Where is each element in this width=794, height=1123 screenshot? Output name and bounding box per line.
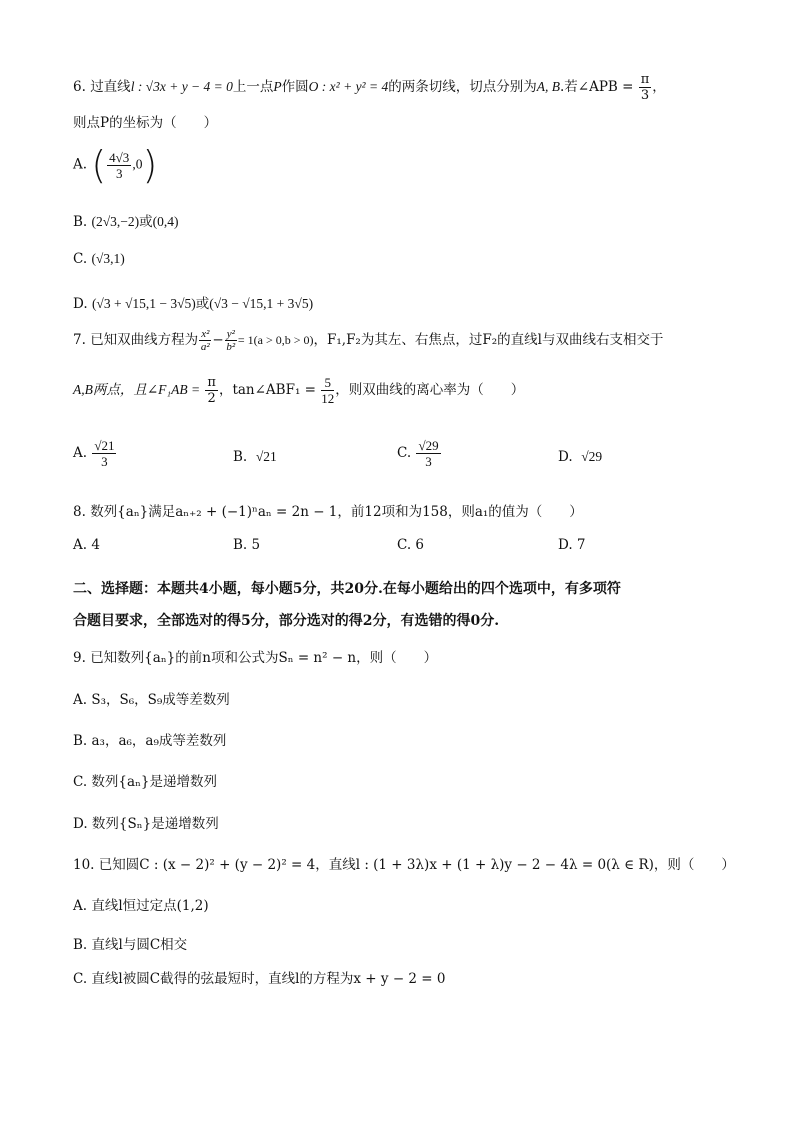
q7-option-c-fraction: $\frac{√29}{3}$ — [418, 438, 439, 469]
q9-option-c[interactable]: C. 数列{aₙ}是递增数列 — [73, 774, 217, 790]
q7-text: 已知双曲线方程为 — [90, 332, 199, 348]
q10-option-a[interactable]: A. 直线l恒过定点(1,2) — [73, 898, 209, 914]
q6-text: 过直线 — [90, 79, 131, 95]
q7-text: ，F₁,F₂为其左、右焦点，过F₂的直线l与双曲线右支相交于 — [313, 332, 664, 348]
q9-option-b[interactable]: B. a₃，a₆，a₉成等差数列 — [73, 733, 227, 749]
q8-option-c[interactable]: C. 6 — [397, 537, 425, 553]
q8-option-d[interactable]: D. 7 — [558, 537, 586, 553]
option-label: A. — [73, 156, 88, 173]
q6-point: P — [273, 79, 282, 94]
q9-number: 9. — [73, 650, 86, 666]
option-text: √21 — [255, 449, 277, 464]
q6-points: A, B — [536, 79, 560, 94]
q6-option-d[interactable] — [73, 292, 313, 312]
q7-text: A,B两点，且∠F₁AB = — [73, 382, 201, 397]
q6-option-a-fraction: $\frac{4√3}{3}$ — [109, 149, 130, 181]
q6-text: ， — [652, 79, 666, 95]
q7-stem: 7. 已知双曲线方程为 $\frac{\text{x²}}{\text{a²}}$ − $\frac{\text{y²}}{\text{b²}}$ = 1(a > 0,b > 0)，F₁,F₂为其左、右焦点，过F₂的直线l与双曲线右支相交于 — [73, 328, 664, 353]
q10-number: 10. — [73, 857, 95, 873]
q6-text: 的两条切线，切点分别为 — [388, 79, 537, 95]
q6-text: .若∠APB = — [559, 79, 634, 95]
q7-option-a[interactable] — [73, 438, 117, 469]
section-2-heading: 二、选择题：本题共4小题，每小题5分，共20分.在每小题给出的四个选项中，有多项符 — [73, 581, 621, 597]
q10-stem — [73, 853, 735, 873]
q7-text: ，tan∠ABF₁ = — [218, 382, 316, 398]
option-text: √29 — [581, 449, 603, 464]
q7-option-d[interactable] — [558, 449, 602, 465]
q6-option-a[interactable] — [73, 143, 158, 187]
q7-y-fraction: $\frac{\text{y²}}{\text{b²}}$ — [226, 328, 236, 353]
q10-option-b[interactable]: B. 直线l与圆C相交 — [73, 937, 188, 953]
q10-text: 已知圆C : (x − 2)² + (y − 2)² = 4，直线l : (1 + 3λ)x + (1 + λ)y − 2 − 4λ = 0(λ ∈ R)，则（ ） — [98, 857, 735, 873]
q7-number: 7. — [73, 332, 86, 348]
q7-option-b[interactable] — [233, 449, 277, 465]
q8-option-b[interactable]: B. 5 — [233, 537, 261, 553]
q6-option-b[interactable] — [73, 210, 179, 230]
section-2-heading-cont: 合题目要求，全部选对的得5分，部分选对的得2分，有选错的得0分. — [73, 613, 500, 629]
option-text: (2√3,−2)或(0,4) — [91, 214, 179, 229]
q9-option-a[interactable]: A. S₃，S₆，S₉成等差数列 — [73, 692, 230, 708]
q6-angle-fraction: $\frac{\pi}{3}$ — [640, 72, 650, 103]
q7-line2 — [73, 375, 524, 406]
option-label: D. — [73, 296, 88, 312]
q7-text: ，则双曲线的离心率为（ ） — [335, 382, 525, 398]
option-label: D. — [558, 449, 573, 465]
q8-number: 8. — [73, 504, 86, 520]
q10-option-c[interactable]: C. 直线l被圆C截得的弦最短时，直线l的方程为x + y − 2 = 0 — [73, 971, 446, 987]
q6-stem — [73, 72, 666, 103]
left-paren: ( — [91, 143, 107, 187]
q9-option-d[interactable]: D. 数列{Sₙ}是递增数列 — [73, 816, 219, 832]
q6-option-c[interactable] — [73, 251, 125, 267]
q7-hyperbola-tail: = 1(a > 0,b > 0) — [237, 333, 314, 347]
q8-text: 数列{aₙ}满足aₙ₊₂ + (−1)ⁿaₙ = 2n − 1，前12项和为158，则a₁的值为（ ） — [90, 504, 583, 520]
q9-stem — [73, 646, 437, 666]
q7-option-c[interactable] — [397, 438, 442, 469]
q8-option-a[interactable]: A. 4 — [73, 537, 100, 553]
q7-tan-fraction: $\frac{5}{12}$ — [321, 375, 335, 406]
q6-option-a-tail: ,0 — [132, 156, 143, 172]
option-label: B. — [233, 449, 248, 465]
q6-text: 作圆 — [281, 79, 309, 95]
option-label: A. — [73, 445, 88, 461]
q6-line-equation: l : √3x + y − 4 = 0 — [130, 79, 233, 94]
q6-text: 上一点 — [232, 79, 274, 95]
option-text: (√3 + √15,1 − 3√5)或(√3 − √15,1 + 3√5) — [91, 296, 314, 311]
option-label: C. — [73, 251, 88, 267]
option-label: C. — [397, 445, 412, 461]
q7-angle-fraction: $\frac{\pi}{2}$ — [207, 375, 216, 406]
right-paren: ) — [142, 143, 158, 187]
option-label: B. — [73, 214, 88, 230]
q6-number: 6. — [73, 79, 86, 95]
q7-option-a-fraction: $\frac{√21}{3}$ — [94, 438, 115, 469]
option-text: (√3,1) — [91, 251, 125, 266]
q6-question-line: 则点P的坐标为（ ） — [73, 115, 218, 131]
q6-circle-equation: O : x² + y² = 4 — [308, 79, 389, 94]
q9-text: 已知数列{aₙ}的前n项和公式为Sₙ = n² − n，则（ ） — [90, 650, 438, 666]
q7-x-fraction: $\frac{\text{x²}}{\text{a²}}$ — [200, 328, 210, 353]
q8-stem — [73, 500, 583, 520]
